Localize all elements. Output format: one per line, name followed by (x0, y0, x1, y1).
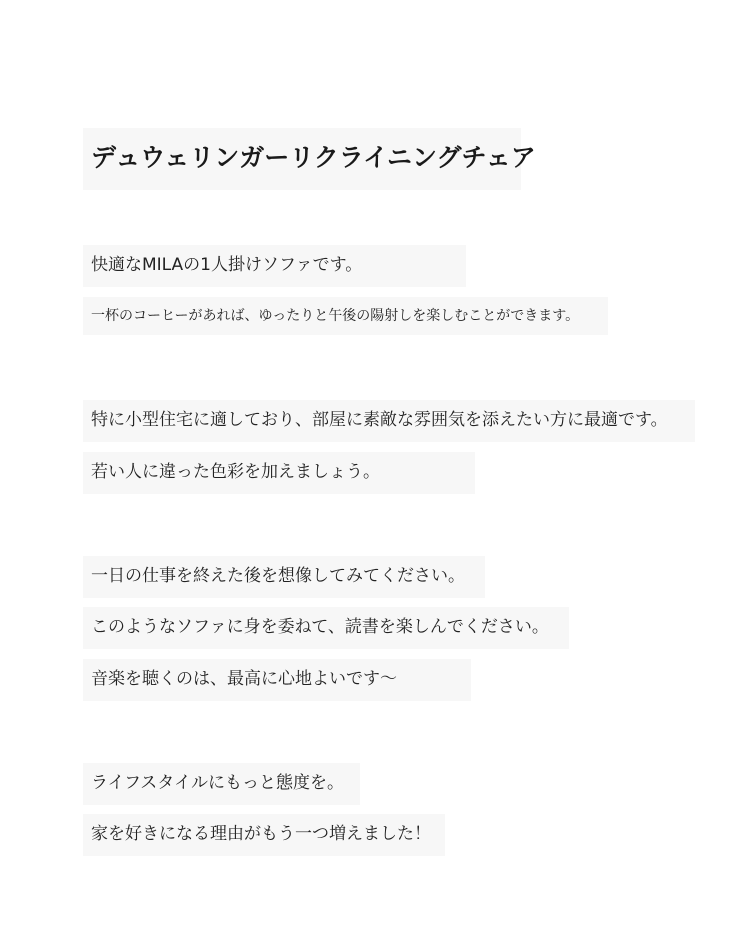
description-line: 特に小型住宅に適しており、部屋に素敵な雰囲気を添えたい方に最適です。 (83, 400, 695, 442)
description-line: 一杯のコーヒーがあれば、ゆったりと午後の陽射しを楽しむことができます。 (83, 297, 608, 335)
description-line: このようなソファに身を委ねて、読書を楽しんでください。 (83, 607, 569, 649)
description-line: 若い人に違った色彩を加えましょう。 (83, 452, 475, 494)
description-line: 一日の仕事を終えた後を想像してみてください。 (83, 556, 485, 598)
description-line: ライフスタイルにもっと態度を。 (83, 763, 360, 805)
description-line: 音楽を聴くのは、最高に心地よいです〜 (83, 659, 471, 701)
description-line: 快適なMILAの1人掛けソファです。 (83, 245, 466, 287)
product-title: デュウェリンガーリクライニングチェア (83, 128, 521, 190)
description-line: 家を好きになる理由がもう一つ増えました！ (83, 814, 445, 856)
